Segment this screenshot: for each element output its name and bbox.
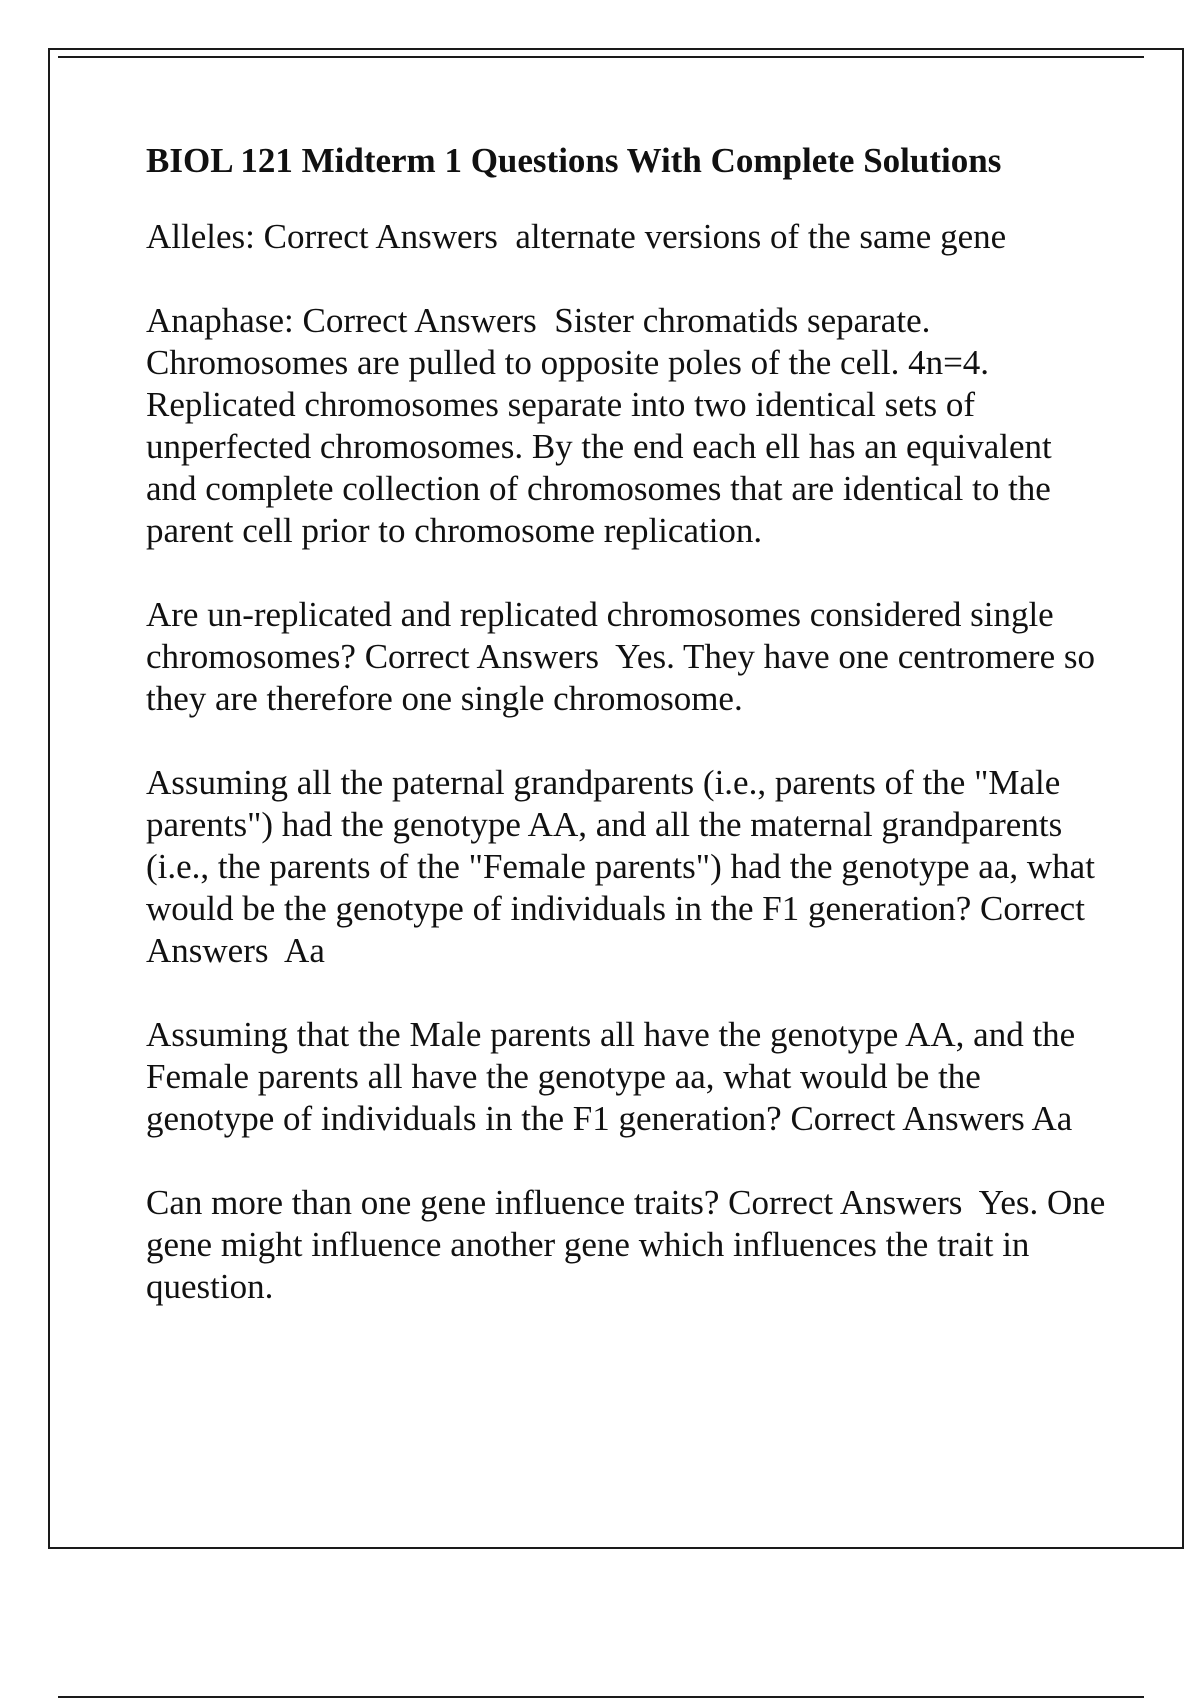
header-rule <box>58 56 1144 58</box>
qa-entry-alleles: Alleles: Correct Answers alternate versions of the same gene <box>146 217 1007 256</box>
qa-entry-anaphase: Anaphase: Correct Answers Sister chromatids separate. Chromosomes are pulled to opposite poles of the cell. 4n=4. Replicated chromosomes separate into two identical sets of unperfected chromosomes. By the end each ell has an equivalent and complete collection of chromosomes that are identical to the parent cell prior to chromosome replication. <box>146 301 1061 550</box>
qa-entry-parents-genotype: Assuming that the Male parents all have the genotype AA, and the Female parents all have the genotype aa, what would be the genotype of individuals in the F1 generation? Correct Answers Aa <box>146 1015 1084 1138</box>
qa-entry-chromosomes: Are un-replicated and replicated chromosomes considered single chromosomes? Correct Answers Yes. They have one centromere so they are therefore one single chromosome. <box>146 595 1104 718</box>
qa-entry-gene-traits: Can more than one gene influence traits? Correct Answers Yes. One gene might influence another gene which influences the trait in question. <box>146 1183 1115 1306</box>
footer-rule <box>58 1696 1144 1698</box>
qa-entry-grandparents-genotype: Assuming all the paternal grandparents (i.e., parents of the "Male parents") had the genotype AA, and all the maternal grandparents (i.e., the parents of the "Female parents") had the genotype aa, what would be the genotype of individuals in the F1 generation? Correct Answers Aa <box>146 763 1104 970</box>
document-body <box>146 140 1115 1350</box>
document-title: BIOL 121 Midterm 1 Questions With Complete Solutions <box>146 141 1002 180</box>
